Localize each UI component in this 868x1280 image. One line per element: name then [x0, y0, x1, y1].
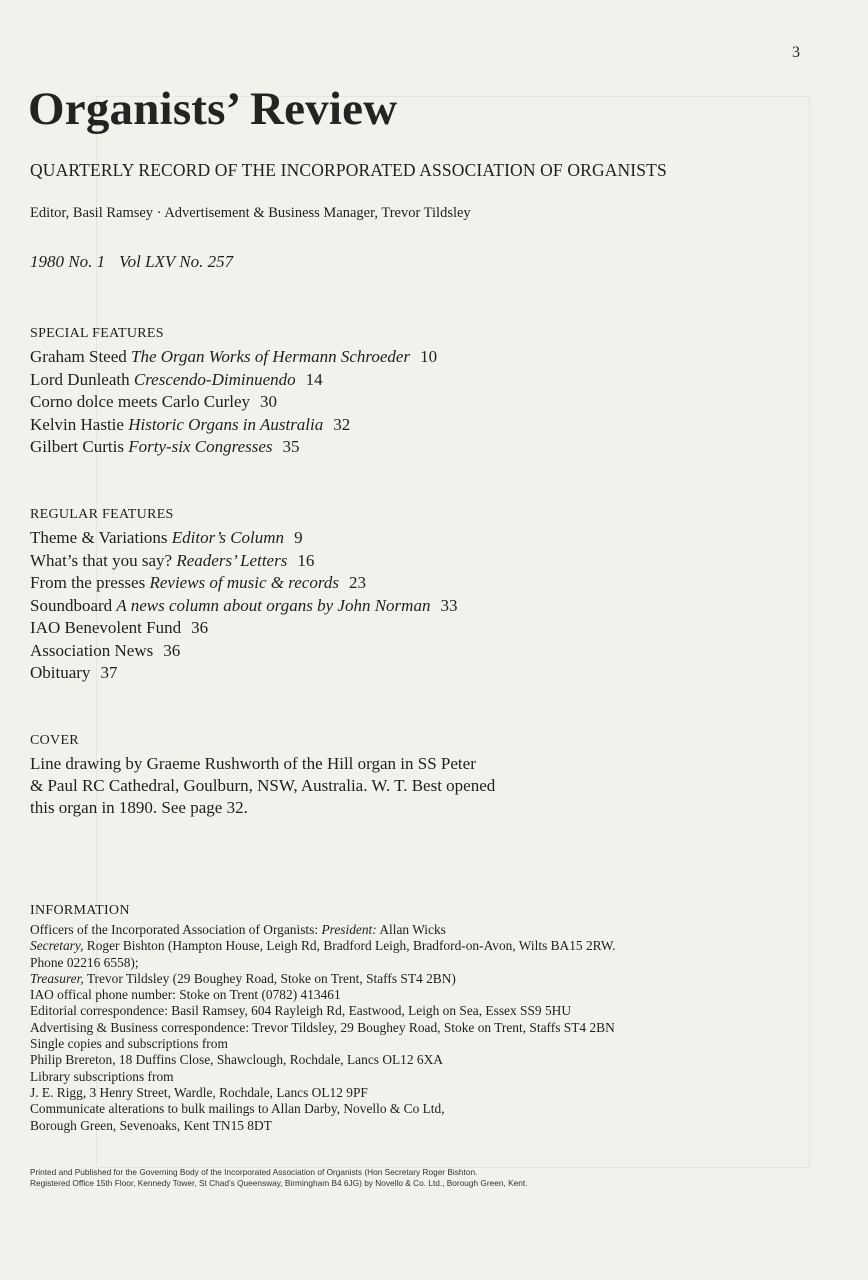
entry-author: Graham Steed	[30, 347, 127, 366]
issue-line	[30, 252, 233, 272]
bulk-mailings-line: Communicate alterations to bulk mailings to Allan Darby, Novello & Co Ltd,	[30, 1101, 445, 1117]
contents-entry	[30, 572, 457, 595]
entry-page: 37	[100, 663, 118, 682]
contents-entry	[30, 414, 437, 437]
bulk-mailings-address: Borough Green, Sevenoaks, Kent TN15 8DT	[30, 1117, 272, 1133]
contents-entry	[30, 550, 457, 573]
contents-entry	[30, 662, 457, 685]
information-section	[30, 903, 750, 1134]
single-copies-address: Philip Brereton, 18 Duffins Close, Shawclough, Rochdale, Lancs OL12 6XA	[30, 1052, 443, 1068]
entry-page: 35	[282, 437, 300, 456]
entry-page: 14	[305, 369, 323, 389]
entry-title: Crescendo-Diminuendo	[133, 369, 296, 389]
entry-title: A news column about organs by John Norman	[116, 595, 431, 615]
cover-heading: COVER	[30, 733, 79, 748]
entry-author: Obituary	[30, 663, 91, 682]
issue-volume: Vol LXV No. 257	[119, 252, 234, 271]
entry-page: 36	[163, 640, 181, 660]
cover-description	[30, 753, 610, 819]
entry-title: Reviews of music & records	[149, 573, 339, 592]
contents-entry	[30, 369, 437, 392]
imprint-line: Printed and Published for the Governing Body of the Incorporated Association of Organists (Hon Secretary Roger Bishton.	[30, 1167, 478, 1177]
entry-title: Historic Organs in Australia	[128, 414, 324, 434]
magazine-title: Organists’ Review	[28, 83, 398, 135]
entry-author: Soundboard	[30, 595, 113, 615]
contents-entry	[30, 527, 457, 550]
contents-entry	[30, 346, 437, 369]
editorial-correspondence-line: Editorial correspondence: Basil Ramsey, 604 Rayleigh Rd, Eastwood, Leigh on Sea, Essex SS9 5HU	[30, 1003, 571, 1019]
entry-page: 32	[333, 414, 351, 434]
entry-page: 36	[191, 618, 209, 637]
official-phone-line: IAO offical phone number: Stoke on Trent (0782) 413461	[30, 987, 341, 1003]
cover-line: this organ in 1890. See page 32.	[30, 798, 248, 817]
entry-title: Readers’ Letters	[176, 550, 288, 570]
regular-features-heading: REGULAR FEATURES	[30, 507, 174, 522]
advertising-correspondence-line: Advertising & Business correspondence: Trevor Tildsley, 29 Boughey Road, Stoke on Trent, Staffs ST4 2BN	[30, 1019, 615, 1035]
entry-page: 9	[294, 528, 303, 547]
entry-author: Theme & Variations	[30, 528, 168, 547]
magazine-subtitle: QUARTERLY RECORD OF THE INCORPORATED ASSOCIATION OF ORGANISTS	[30, 160, 667, 180]
treasurer-line: Treasurer, Trevor Tildsley (29 Boughey Road, Stoke on Trent, Staffs ST4 2BN)	[30, 970, 456, 986]
entry-author: IAO Benevolent Fund	[30, 618, 182, 637]
cover-line: & Paul RC Cathedral, Goulburn, NSW, Australia. W. T. Best opened	[30, 776, 496, 795]
imprint-line: Registered Office 15th Floor, Kennedy Tower, St Chad’s Queensway, Birmingham B4 6JG) by Novello & Co. Ltd., Borough Green, Kent.	[30, 1177, 528, 1188]
page-number: 3	[792, 44, 800, 61]
single-copies-line: Single copies and subscriptions from	[30, 1036, 228, 1052]
entry-page: 10	[420, 347, 438, 366]
entry-author: Association News	[30, 640, 154, 660]
issue-year-number: 1980 No. 1	[30, 252, 106, 271]
library-subscriptions-address: J. E. Rigg, 3 Henry Street, Wardle, Rochdale, Lancs OL12 9PF	[30, 1084, 368, 1100]
entry-title: Forty-six Congresses	[128, 437, 273, 456]
entry-author: Kelvin Hastie	[30, 414, 124, 434]
entry-author: From the presses	[30, 573, 146, 592]
library-subscriptions-line: Library subscriptions from	[30, 1068, 174, 1084]
cover-line: Line drawing by Graeme Rushworth of the Hill organ in SS Peter	[30, 754, 476, 773]
entry-page: 16	[297, 550, 315, 570]
entry-page: 23	[348, 573, 366, 592]
entry-title: The Organ Works of Hermann Schroeder	[131, 347, 411, 366]
contents-entry	[30, 436, 437, 459]
information-heading: INFORMATION	[30, 903, 130, 918]
entry-author: What’s that you say?	[30, 550, 173, 570]
officers-line: Officers of the Incorporated Association of Organists: President: Allan Wicks	[30, 922, 446, 937]
secretary-phone: Phone 02216 6558);	[30, 954, 139, 970]
editorial-staff-line: Editor, Basil Ramsey · Advertisement & Business Manager, Trevor Tildsley	[30, 205, 471, 221]
entry-page: 33	[440, 595, 458, 615]
entry-author: Gilbert Curtis	[30, 437, 124, 456]
contents-entry	[30, 391, 437, 414]
secretary-line: Secretary, Roger Bishton (Hampton House, Leigh Rd, Bradford Leigh, Bradford-on-Avon, Wilts BA15 2RW.	[30, 938, 616, 954]
special-features-heading: SPECIAL FEATURES	[30, 326, 164, 341]
regular-features-section	[30, 507, 457, 685]
entry-author: Lord Dunleath	[30, 369, 130, 389]
publisher-imprint	[30, 1167, 750, 1188]
entry-page: 30	[260, 392, 278, 411]
contents-entry	[30, 595, 457, 618]
contents-entry	[30, 617, 457, 640]
entry-author: Corno dolce meets Carlo Curley	[30, 392, 251, 411]
contents-entry	[30, 640, 457, 663]
special-features-section	[30, 326, 437, 459]
cover-section	[30, 733, 610, 819]
entry-title: Editor’s Column	[171, 528, 285, 547]
